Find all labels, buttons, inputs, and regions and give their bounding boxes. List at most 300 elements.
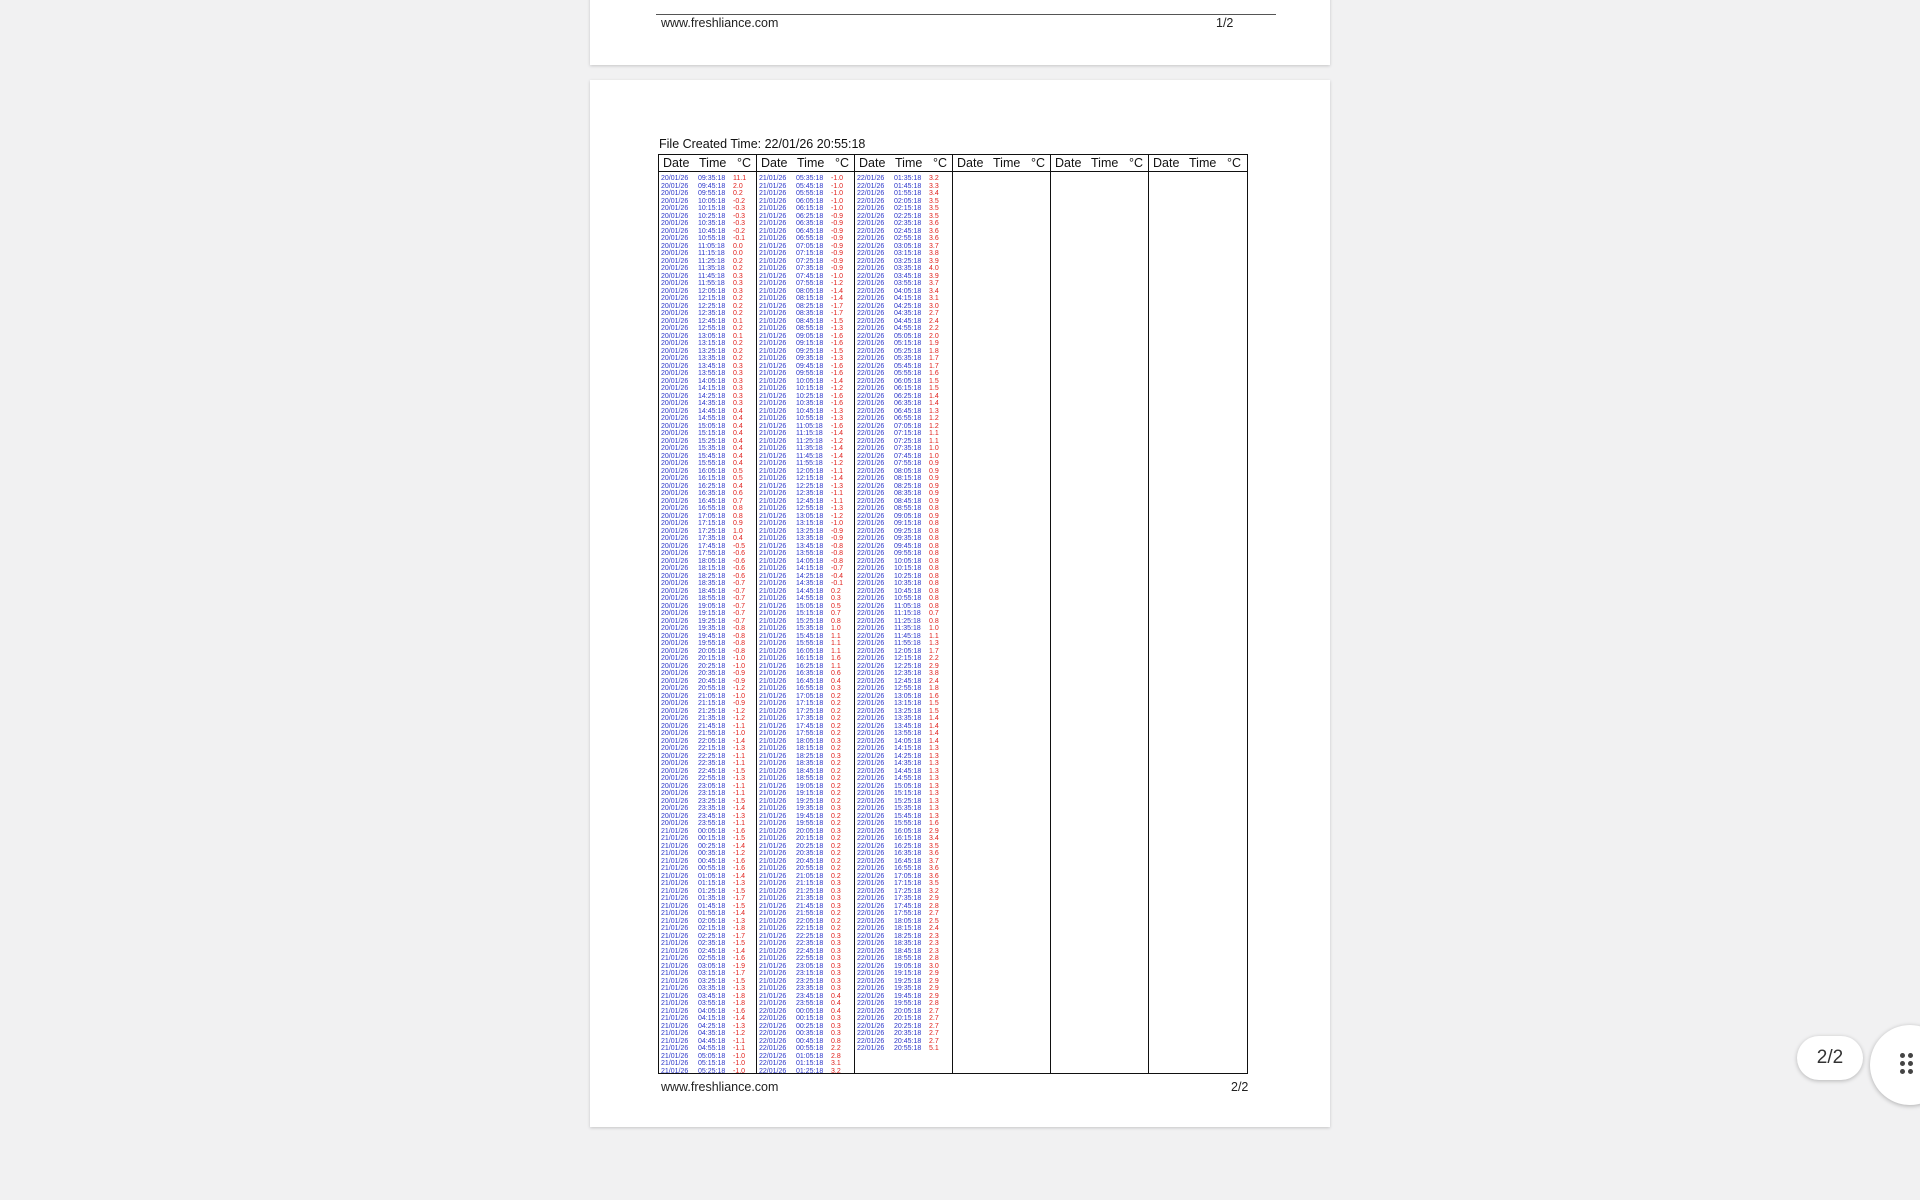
time-cell: 12:35:18	[698, 310, 726, 317]
temperature-cell: 1.4	[929, 715, 939, 722]
table-row	[659, 948, 756, 956]
table-row	[659, 993, 756, 1001]
table-row	[757, 910, 854, 918]
temperature-cell: -1.5	[733, 940, 746, 947]
time-cell: 19:15:18	[698, 610, 726, 617]
temperature-cell: -1.6	[733, 1007, 746, 1015]
table-row	[855, 490, 952, 498]
date-cell: 22/01/26	[759, 1022, 787, 1030]
table-row	[757, 1038, 854, 1046]
table-row	[757, 198, 854, 206]
date-cell: 22/01/26	[857, 925, 885, 932]
temperature-cell: -1.3	[831, 325, 844, 332]
table-row	[855, 685, 952, 693]
temperature-cell: 1.9	[929, 340, 939, 347]
temperature-cell: 1.0	[929, 625, 939, 632]
table-row	[757, 430, 854, 438]
temperature-cell: -1.0	[831, 205, 844, 212]
temperature-cell: 0.2	[831, 872, 841, 880]
date-cell: 21/01/26	[661, 1067, 689, 1075]
table-column-group	[1149, 155, 1247, 1073]
time-cell: 06:25:18	[894, 392, 922, 400]
table-row	[855, 468, 952, 476]
table-row	[659, 235, 756, 243]
table-row	[659, 955, 756, 963]
temperature-cell: -0.9	[831, 257, 844, 265]
time-cell: 09:55:18	[698, 190, 726, 197]
date-cell: 20/01/26	[661, 227, 689, 235]
time-cell: 15:15:18	[698, 430, 726, 437]
time-cell: 17:35:18	[698, 535, 726, 542]
table-row	[757, 1045, 854, 1053]
table-row	[757, 940, 854, 948]
date-cell: 21/01/26	[661, 902, 689, 910]
table-row	[855, 798, 952, 806]
date-cell: 20/01/26	[661, 347, 689, 355]
time-cell: 07:05:18	[796, 242, 824, 250]
temperature-cell: 0.0	[733, 242, 743, 250]
date-cell: 22/01/26	[857, 287, 885, 295]
date-cell: 20/01/26	[661, 310, 689, 317]
temperature-cell: -1.3	[733, 985, 746, 992]
temperature-cell: -1.6	[831, 400, 844, 407]
table-row	[757, 993, 854, 1001]
temperature-cell: -1.2	[831, 460, 844, 467]
time-cell: 02:05:18	[698, 917, 726, 925]
temperature-cell: -1.1	[831, 467, 844, 475]
temperature-cell: 1.1	[831, 647, 841, 655]
temperature-cell: -1.2	[733, 685, 746, 692]
table-row	[757, 220, 854, 228]
temperature-cell: 0.2	[831, 722, 841, 730]
time-cell: 16:55:18	[796, 685, 824, 692]
date-cell: 22/01/26	[857, 175, 885, 182]
date-cell: 21/01/26	[661, 1060, 689, 1067]
temperature-cell: -1.6	[733, 865, 746, 872]
temperature-cell: 0.3	[733, 370, 743, 377]
table-row	[659, 198, 756, 206]
table-row	[757, 550, 854, 558]
table-row	[855, 423, 952, 431]
table-row	[855, 955, 952, 963]
date-cell: 21/01/26	[759, 775, 787, 782]
temperature-cell: -1.1	[733, 1037, 746, 1045]
temperature-cell: -1.2	[733, 707, 746, 715]
date-cell: 20/01/26	[661, 520, 689, 527]
table-row	[659, 1000, 756, 1008]
time-cell: 20:45:18	[894, 1037, 922, 1045]
table-row	[757, 693, 854, 701]
time-cell: 00:15:18	[698, 835, 726, 842]
time-cell: 18:35:18	[894, 940, 922, 947]
date-cell: 21/01/26	[661, 1022, 689, 1030]
table-row	[659, 213, 756, 221]
time-cell: 23:15:18	[796, 970, 824, 977]
column-header-label: °C	[1031, 156, 1046, 170]
table-row	[757, 670, 854, 678]
table-row	[855, 918, 952, 926]
date-cell: 21/01/26	[759, 790, 787, 797]
table-row	[855, 378, 952, 386]
time-cell: 08:15:18	[894, 475, 922, 482]
time-cell: 11:55:18	[796, 460, 823, 467]
temperature-cell: 0.4	[733, 460, 743, 467]
table-row	[757, 843, 854, 851]
time-cell: 15:35:18	[894, 805, 922, 812]
time-cell: 19:15:18	[894, 970, 922, 977]
time-cell: 20:15:18	[796, 835, 824, 842]
time-cell: 11:45:18	[894, 632, 921, 640]
table-row	[855, 745, 952, 753]
table-rows	[757, 175, 854, 1075]
time-cell: 22:25:18	[796, 932, 824, 940]
temperature-cell: 2.7	[929, 1030, 939, 1037]
temperature-cell: 1.3	[929, 775, 939, 782]
time-cell: 18:45:18	[698, 587, 726, 595]
date-cell: 21/01/26	[759, 340, 787, 347]
table-row	[659, 453, 756, 461]
date-cell: 21/01/26	[661, 887, 689, 895]
table-row	[659, 325, 756, 333]
temperature-cell: 0.4	[831, 1000, 841, 1007]
date-cell: 21/01/26	[759, 872, 787, 880]
time-cell: 13:55:18	[894, 730, 922, 737]
date-cell: 21/01/26	[759, 647, 787, 655]
time-cell: 15:25:18	[796, 617, 824, 625]
date-cell: 20/01/26	[661, 610, 689, 617]
time-cell: 08:25:18	[796, 302, 824, 310]
temperature-cell: 2.0	[929, 332, 939, 340]
temperature-cell: 0.3	[733, 280, 743, 287]
table-row	[659, 595, 756, 603]
temperature-cell: 1.3	[929, 640, 939, 647]
time-cell: 17:55:18	[894, 910, 922, 917]
table-row	[757, 573, 854, 581]
temperature-cell: 0.2	[733, 257, 743, 265]
date-cell: 22/01/26	[857, 250, 885, 257]
time-cell: 12:45:18	[796, 497, 824, 505]
temperature-cell: 2.7	[929, 1007, 939, 1015]
temperature-cell: -1.4	[733, 872, 746, 880]
table-row	[757, 565, 854, 573]
time-cell: 14:35:18	[796, 580, 824, 587]
temperature-cell: 3.6	[929, 235, 939, 242]
date-cell: 22/01/26	[857, 197, 885, 205]
date-cell: 20/01/26	[661, 737, 689, 745]
time-cell: 09:55:18	[894, 550, 922, 557]
table-column-group	[757, 155, 855, 1073]
table-row	[659, 528, 756, 536]
time-cell: 09:05:18	[894, 512, 922, 520]
time-cell: 10:25:18	[698, 212, 726, 220]
temperature-cell: 0.2	[733, 310, 743, 317]
date-cell: 20/01/26	[661, 490, 689, 497]
table-row	[757, 970, 854, 978]
time-cell: 01:25:18	[796, 1067, 824, 1075]
table-row	[659, 265, 756, 273]
table-row	[855, 925, 952, 933]
date-cell: 22/01/26	[857, 572, 885, 580]
temperature-cell: 0.2	[831, 775, 841, 782]
date-cell: 21/01/26	[759, 347, 787, 355]
date-cell: 20/01/26	[661, 662, 689, 670]
temperature-cell: -1.6	[733, 955, 746, 962]
time-cell: 23:15:18	[698, 790, 726, 797]
date-cell: 20/01/26	[661, 730, 689, 737]
temperature-cell: -1.4	[733, 805, 746, 812]
table-row	[659, 468, 756, 476]
table-row	[855, 288, 952, 296]
table-row	[659, 625, 756, 633]
date-cell: 21/01/26	[661, 940, 689, 947]
time-cell: 08:05:18	[894, 467, 922, 475]
date-cell: 21/01/26	[759, 842, 787, 850]
time-cell: 21:25:18	[698, 707, 726, 715]
temperature-cell: -1.2	[831, 385, 844, 392]
table-row	[757, 963, 854, 971]
column-header-label: Time	[699, 156, 727, 170]
time-cell: 01:15:18	[796, 1060, 824, 1067]
table-row	[757, 895, 854, 903]
time-cell: 18:15:18	[698, 565, 726, 572]
date-cell: 20/01/26	[661, 362, 689, 370]
time-cell: 18:45:18	[894, 947, 922, 955]
table-row	[757, 258, 854, 266]
date-cell: 21/01/26	[759, 452, 787, 460]
time-cell: 01:25:18	[698, 887, 726, 895]
date-cell: 22/01/26	[857, 1015, 885, 1022]
date-cell: 22/01/26	[857, 265, 885, 272]
table-row	[757, 1060, 854, 1068]
time-cell: 17:45:18	[796, 722, 824, 730]
data-log-table	[658, 154, 1248, 1074]
date-cell: 21/01/26	[661, 992, 689, 1000]
table-row	[659, 190, 756, 198]
temperature-cell: 1.2	[929, 415, 939, 422]
time-cell: 20:55:18	[698, 685, 726, 692]
table-row	[757, 535, 854, 543]
time-cell: 22:15:18	[796, 925, 824, 932]
date-cell: 21/01/26	[661, 1015, 689, 1022]
temperature-cell: 3.7	[929, 242, 939, 250]
table-row	[659, 820, 756, 828]
date-cell: 21/01/26	[759, 565, 787, 572]
table-row	[659, 873, 756, 881]
time-cell: 19:45:18	[698, 632, 726, 640]
date-cell: 21/01/26	[759, 970, 787, 977]
temperature-cell: 0.3	[831, 880, 841, 887]
table-row	[757, 1023, 854, 1031]
temperature-cell: 0.2	[831, 700, 841, 707]
table-row	[855, 228, 952, 236]
temperature-cell: 0.3	[831, 827, 841, 835]
temperature-cell: -1.0	[733, 692, 746, 700]
date-cell: 22/01/26	[857, 707, 885, 715]
date-cell: 22/01/26	[857, 1045, 885, 1052]
time-cell: 22:45:18	[698, 767, 726, 775]
date-cell: 22/01/26	[857, 977, 885, 985]
temperature-cell: 0.0	[733, 250, 743, 257]
table-row	[659, 738, 756, 746]
date-cell: 21/01/26	[759, 1000, 787, 1007]
table-row	[757, 340, 854, 348]
table-row	[757, 213, 854, 221]
time-cell: 17:15:18	[698, 520, 726, 527]
table-row	[757, 760, 854, 768]
page-indicator[interactable]: 2/2	[1797, 1036, 1863, 1080]
temperature-cell: 1.3	[929, 812, 939, 820]
time-cell: 05:25:18	[894, 347, 922, 355]
date-cell: 21/01/26	[759, 385, 787, 392]
date-cell: 21/01/26	[661, 977, 689, 985]
temperature-cell: -1.3	[733, 745, 746, 752]
date-cell: 22/01/26	[857, 580, 885, 587]
time-cell: 11:25:18	[796, 437, 823, 445]
time-cell: 18:05:18	[894, 917, 922, 925]
table-row	[757, 190, 854, 198]
temperature-cell: 1.3	[929, 767, 939, 775]
time-cell: 00:05:18	[796, 1007, 824, 1015]
date-cell: 22/01/26	[857, 790, 885, 797]
date-cell: 21/01/26	[759, 820, 787, 827]
temperature-cell: 0.2	[733, 325, 743, 332]
temperature-cell: 1.8	[929, 685, 939, 692]
temperature-cell: 0.2	[831, 857, 841, 865]
table-row	[757, 700, 854, 708]
date-cell: 20/01/26	[661, 235, 689, 242]
time-cell: 02:35:18	[698, 940, 726, 947]
time-cell: 20:35:18	[894, 1030, 922, 1037]
date-cell: 21/01/26	[759, 272, 787, 280]
table-row	[659, 280, 756, 288]
temperature-cell: -1.3	[831, 482, 844, 490]
date-cell: 21/01/26	[759, 955, 787, 962]
temperature-cell: 0.8	[733, 505, 743, 512]
temperature-cell: 1.0	[733, 527, 743, 535]
date-cell: 20/01/26	[661, 595, 689, 602]
date-cell: 22/01/26	[857, 760, 885, 767]
date-cell: 21/01/26	[759, 760, 787, 767]
date-cell: 21/01/26	[759, 250, 787, 257]
time-cell: 09:45:18	[698, 182, 726, 190]
date-cell: 21/01/26	[759, 932, 787, 940]
temperature-cell: 0.9	[929, 490, 939, 497]
time-cell: 01:05:18	[698, 872, 726, 880]
temperature-cell: -1.6	[831, 362, 844, 370]
time-cell: 04:45:18	[698, 1037, 726, 1045]
temperature-cell: -1.7	[831, 310, 844, 317]
table-row	[855, 963, 952, 971]
temperature-cell: -1.1	[733, 722, 746, 730]
temperature-cell: -0.9	[831, 212, 844, 220]
temperature-cell: -1.4	[733, 842, 746, 850]
table-row	[757, 265, 854, 273]
date-cell: 22/01/26	[857, 872, 885, 880]
time-cell: 07:25:18	[894, 437, 922, 445]
time-cell: 16:15:18	[796, 655, 824, 662]
time-cell: 06:45:18	[796, 227, 824, 235]
temperature-cell: 0.2	[831, 715, 841, 722]
table-row	[855, 250, 952, 258]
table-row	[855, 633, 952, 641]
date-cell: 21/01/26	[759, 580, 787, 587]
time-cell: 07:55:18	[796, 280, 824, 287]
date-cell: 21/01/26	[759, 407, 787, 415]
temperature-cell: 0.8	[831, 617, 841, 625]
time-cell: 16:35:18	[894, 850, 922, 857]
date-cell: 22/01/26	[857, 595, 885, 602]
date-cell: 21/01/26	[759, 550, 787, 557]
date-cell: 22/01/26	[857, 490, 885, 497]
date-cell: 22/01/26	[857, 310, 885, 317]
temperature-cell: 3.1	[929, 295, 939, 302]
table-row	[855, 385, 952, 393]
table-row	[659, 183, 756, 191]
date-cell: 21/01/26	[759, 865, 787, 872]
date-cell: 22/01/26	[857, 542, 885, 550]
table-row	[757, 708, 854, 716]
apps-menu-button[interactable]	[1870, 1025, 1920, 1105]
time-cell: 10:15:18	[894, 565, 922, 572]
time-cell: 15:45:18	[796, 632, 824, 640]
date-cell: 20/01/26	[661, 580, 689, 587]
temperature-cell: -1.4	[733, 910, 746, 917]
time-cell: 10:45:18	[698, 227, 726, 235]
table-row	[855, 618, 952, 626]
date-cell: 21/01/26	[661, 1045, 689, 1052]
date-cell: 22/01/26	[857, 625, 885, 632]
date-cell: 21/01/26	[661, 850, 689, 857]
temperature-cell: 1.5	[929, 700, 939, 707]
temperature-cell: 3.9	[929, 257, 939, 265]
time-cell: 08:05:18	[796, 287, 824, 295]
table-row	[659, 558, 756, 566]
date-cell: 22/01/26	[857, 557, 885, 565]
time-cell: 10:15:18	[796, 385, 824, 392]
temperature-cell: 0.2	[831, 835, 841, 842]
date-cell: 21/01/26	[759, 805, 787, 812]
table-row	[855, 760, 952, 768]
temperature-cell: 1.5	[929, 385, 939, 392]
time-cell: 19:45:18	[796, 812, 824, 820]
date-cell: 22/01/26	[857, 677, 885, 685]
date-cell: 22/01/26	[857, 820, 885, 827]
temperature-cell: 0.4	[733, 430, 743, 437]
time-cell: 03:45:18	[698, 992, 726, 1000]
table-row	[757, 603, 854, 611]
temperature-cell: 1.1	[929, 430, 939, 437]
time-cell: 10:25:18	[796, 392, 824, 400]
table-row	[659, 588, 756, 596]
date-cell: 22/01/26	[857, 640, 885, 647]
table-row	[757, 228, 854, 236]
table-row	[855, 940, 952, 948]
temperature-cell: 2.8	[929, 955, 939, 962]
date-cell: 22/01/26	[857, 205, 885, 212]
table-column-group	[855, 155, 953, 1073]
table-row	[659, 610, 756, 618]
time-cell: 13:35:18	[698, 355, 726, 362]
table-row	[757, 655, 854, 663]
table-row	[659, 723, 756, 731]
temperature-cell: -1.0	[733, 655, 746, 662]
table-row	[659, 310, 756, 318]
time-cell: 19:15:18	[796, 790, 824, 797]
time-cell: 21:05:18	[796, 872, 824, 880]
time-cell: 23:05:18	[796, 962, 824, 970]
date-cell: 20/01/26	[661, 745, 689, 752]
time-cell: 01:35:18	[698, 895, 726, 902]
